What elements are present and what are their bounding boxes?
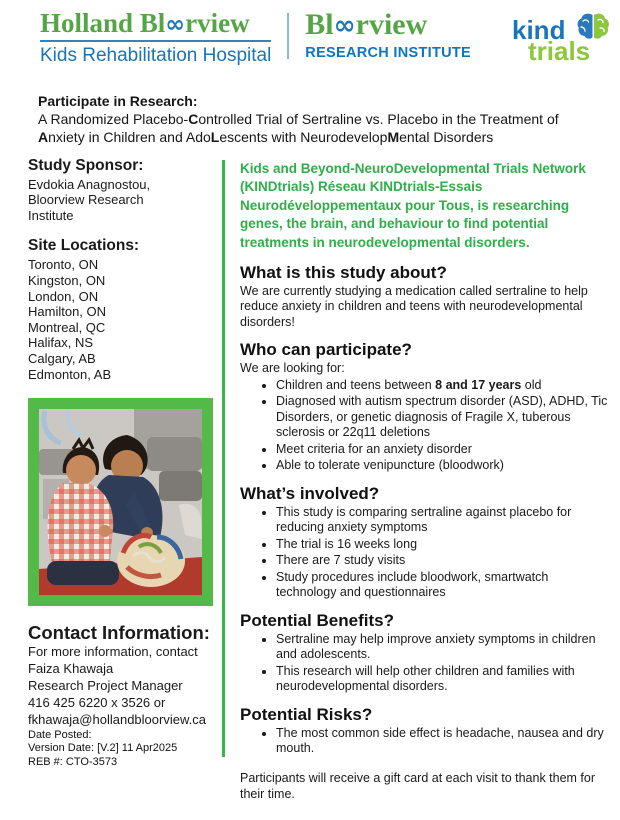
institute-wordmark: Bl∞rview [305,8,428,41]
list-item: Toronto, ON [28,257,99,273]
left-column [28,157,214,770]
section-bullets [240,378,612,474]
hospital-wordmark: Holland Bl∞rview [40,8,250,38]
list-item: • Diagnosed with autism spectrum disorder (ASD), ADHD, Tic Disorders, or genetic diagnosis of Fragile X, tuberous sclerosis or 22q11 deletions [276,394,612,441]
column-divider [222,160,225,757]
list-item: • There are 7 study visits [276,553,612,569]
hospital-tagline: Kids Rehabilitation Hospital [40,44,272,66]
site-locations-list [28,257,214,382]
list-item: Date Posted: [28,728,92,741]
list-item: • This research will help other children and families with neurodevelopmental disorders. [276,664,612,695]
section-heading: What is this study about? [240,262,447,282]
research-institute-logo [305,10,471,61]
sponsor-name: Evdokia Anagnostou, Bloorview Research Institute [28,176,151,223]
section-body: We are currently studying a medication called sertraline to help reduce anxiety in children and teens with neurodevelopmental disorders! [240,283,588,329]
main-columns [0,157,620,815]
participate-heading: Participate in Research: [38,93,198,109]
header [0,0,620,70]
sponsor-heading: Study Sponsor: [28,156,144,174]
list-item: • The most common side effect is headache, nausea and dry mouth. [276,726,612,757]
section-bullets [240,726,612,757]
logo-rule [40,40,271,42]
children-brain-model-illustration [39,409,202,595]
list-item: • Meet criteria for an anxiety disorder [276,442,612,458]
institute-tagline: RESEARCH INSTITUTE [305,45,472,61]
section-bullets [240,505,612,601]
sites-heading: Site Locations: [28,237,140,255]
list-item: Halifax, NS [28,335,94,351]
list-item: 416 425 6220 x 3526 or [28,694,166,710]
section-risks [240,705,612,757]
list-item: • Children and teens between 8 and 17 years old [276,378,612,394]
list-item: • The trial is 16 weeks long [276,537,612,553]
list-item: • Able to tolerate venipuncture (bloodwork) [276,458,612,474]
section-heading: What’s involved? [240,483,380,503]
list-item: Kingston, ON [28,272,106,288]
logo-divider [287,13,289,59]
list-item: Version Date: [V.2] 11 Apr2025 [28,742,178,755]
footer-admin-info [28,729,214,770]
infinity-icon: ∞ [165,10,186,38]
list-item: For more information, contact [28,644,198,660]
list-item: Hamilton, ON [28,304,107,320]
section-participate [240,340,612,474]
holland-bloorview-logo [40,10,271,67]
brain-icon [576,12,610,47]
list-item: Montreal, QC [28,319,106,335]
section-heading: Who can participate? [240,340,412,360]
section-heading: Potential Risks? [240,704,373,724]
list-item: REB #: CTO-3573 [28,756,118,769]
right-column [240,157,612,815]
section-about [240,263,612,331]
list-item: Faiza Khawaja [28,660,114,676]
contact-details [28,644,214,728]
list-item: Research Project Manager [28,677,183,693]
kindtrials-logo [506,12,610,70]
infinity-icon: ∞ [333,10,356,41]
section-involved [240,484,612,601]
trials-wordmark: trials [528,36,591,66]
list-item: London, ON [28,288,99,304]
list-item: • Sertraline may help improve anxiety symptoms in children and adolescents. [276,632,612,663]
gift-card-note: Participants will receive a gift card at each visit to thank them for their time. [240,770,596,801]
study-title: A Randomized Placebo-Controlled Trial of Sertraline vs. Placebo in the Treatment of Anxiety in Children and AdoLescents with NeurodevelopMental Disorders [38,111,559,146]
list-item: Edmonton, AB [28,366,112,382]
list-item: • This study is comparing sertraline against placebo for reducing anxiety symptoms [276,505,612,536]
list-item: Calgary, AB [28,350,96,366]
kindtrials-network-blurb: Kids and Beyond-NeuroDevelopmental Trials Network (KINDtrials) Réseau KINDtrials-Essais Neurodéveloppementaux pour Tous, is researching genes, the brain, and behaviour to find potential treatments in neurodevelopmental disorders. [240,160,586,251]
section-bullets [240,632,612,695]
section-benefits [240,611,612,695]
section-body: We are looking for: [240,361,345,376]
contact-heading: Contact Information: [28,622,210,644]
study-title-block [38,92,560,147]
list-item: • Study procedures include bloodwork, smartwatch technology and questionnaires [276,570,612,601]
study-photo [28,398,213,606]
section-heading: Potential Benefits? [240,610,394,630]
kind-wordmark: kind [512,15,566,45]
list-item: fkhawaja@hollandbloorview.ca [28,711,206,727]
